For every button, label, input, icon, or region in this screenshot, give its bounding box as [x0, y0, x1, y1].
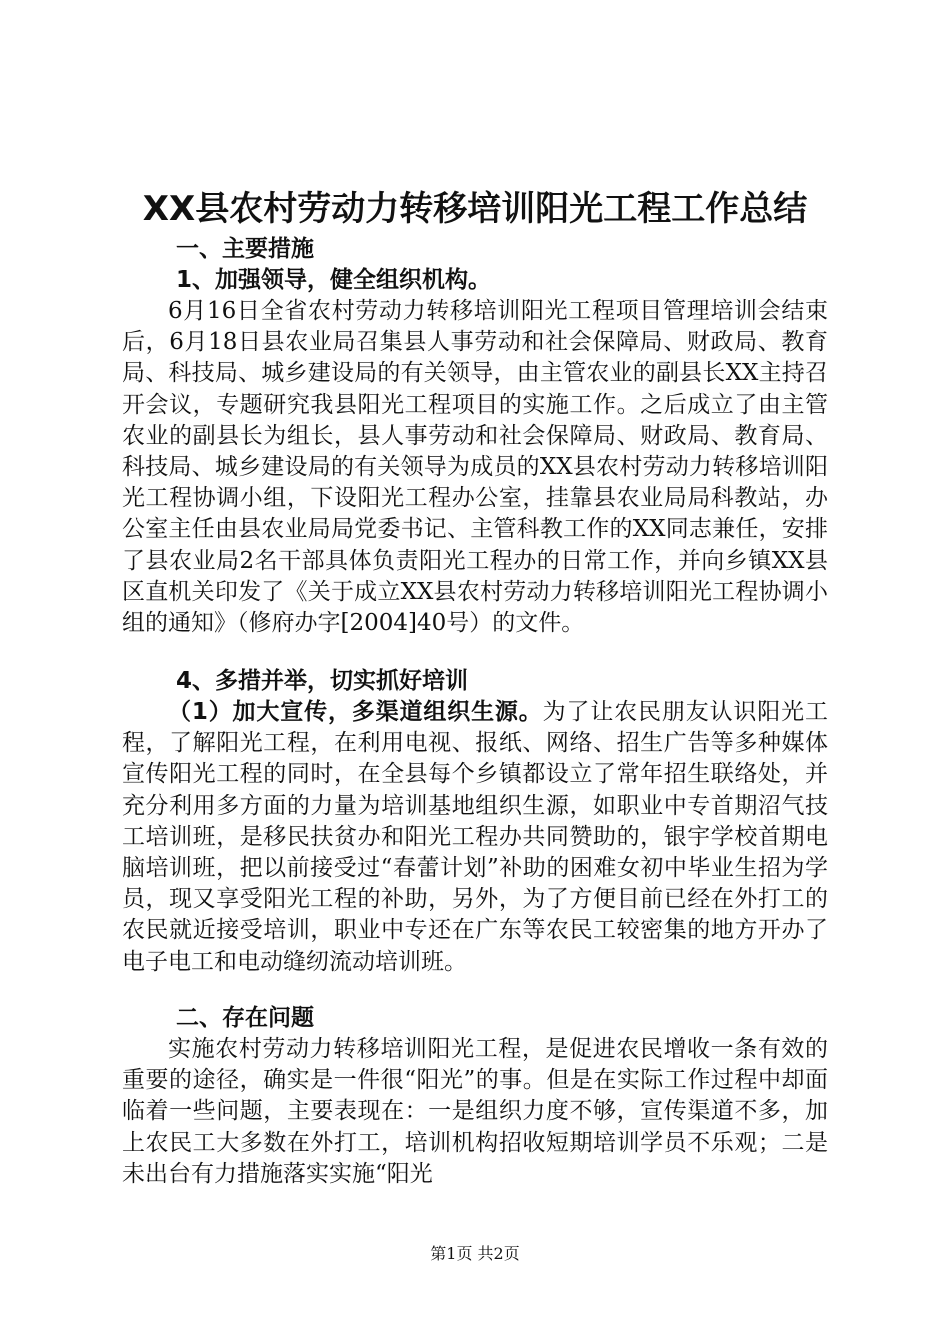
paragraph-problems	[122, 1034, 828, 1190]
paragraph-leadership-body	[122, 296, 828, 639]
paragraph-text: 6月16日全省农村劳动力转移培训阳光工程项目管理培训会结束后，6月18日县农业局召集县人事劳动和社会保障局、财政局、教育局、科技局、城乡建设局的有关领导，由主管农业的副县长XX主持召开会议，专题研究我县阳光工程项目的实施工作。之后成立了由主管农业的副县长为组长，县人事劳动和社会保障局、财政局、教育局、科技局、城乡建设局的有关领导为成员的XX县农村劳动力转移培训阳光工程协调小组，下设阳光工程办公室，挂靠县农业局局科教站，办公室主任由县农业局局党委书记、主管科教工作的XX同志兼任，安排了县农业局2名干部具体负责阳光工程办的日常工作，并向乡镇XX县区直机关印发了《关于成立XX县农村劳动力转移培训阳光工程协调小组的通知》（修府办字[2004]40号）的文件。	[122, 298, 828, 637]
paragraph-lead: （1）加大宣传，多渠道组织生源。	[168, 699, 543, 725]
paragraph-text	[122, 697, 828, 978]
page-footer: 第1页 共2页	[430, 1244, 520, 1263]
section-heading-main-measures: 一、主要措施	[176, 236, 314, 262]
subsection-heading-leadership: 1、加强领导，健全组织机构。	[176, 267, 492, 293]
document-title: XX县农村劳动力转移培训阳光工程工作总结	[142, 189, 808, 229]
section-heading-problems: 二、存在问题	[176, 1005, 314, 1031]
subsection-heading-training: 4、多措并举，切实抓好培训	[176, 668, 469, 694]
paragraph-publicity	[122, 697, 828, 978]
paragraph-body: 为了让农民朋友认识阳光工程，了解阳光工程，在利用电视、报纸、网络、招生广告等多种媒体宣传阳光工程的同时，在全县每个乡镇都设立了常年招生联络处，并充分利用多方面的力量为培训基地组织生源，如职业中专首期沼气技工培训班，是移民扶贫办和阳光工程办共同赞助的，银宇学校首期电脑培训班，把以前接受过“春蕾计划”补助的困难女初中毕业生招为学员，现又享受阳光工程的补助，另外，为了方便目前已经在外打工的农民就近接受培训，职业中专还在广东等农民工较密集的地方开办了电子电工和电动缝纫流动培训班。	[122, 699, 828, 975]
paragraph-text: 实施农村劳动力转移培训阳光工程，是促进农民增收一条有效的重要的途径，确实是一件很“阳光”的事。但是在实际工作过程中却面临着一些问题，主要表现在：一是组织力度不够，宣传渠道不多，加上农民工大多数在外打工，培训机构招收短期培训学员不乐观；二是未出台有力措施落实实施“阳光	[122, 1036, 828, 1187]
